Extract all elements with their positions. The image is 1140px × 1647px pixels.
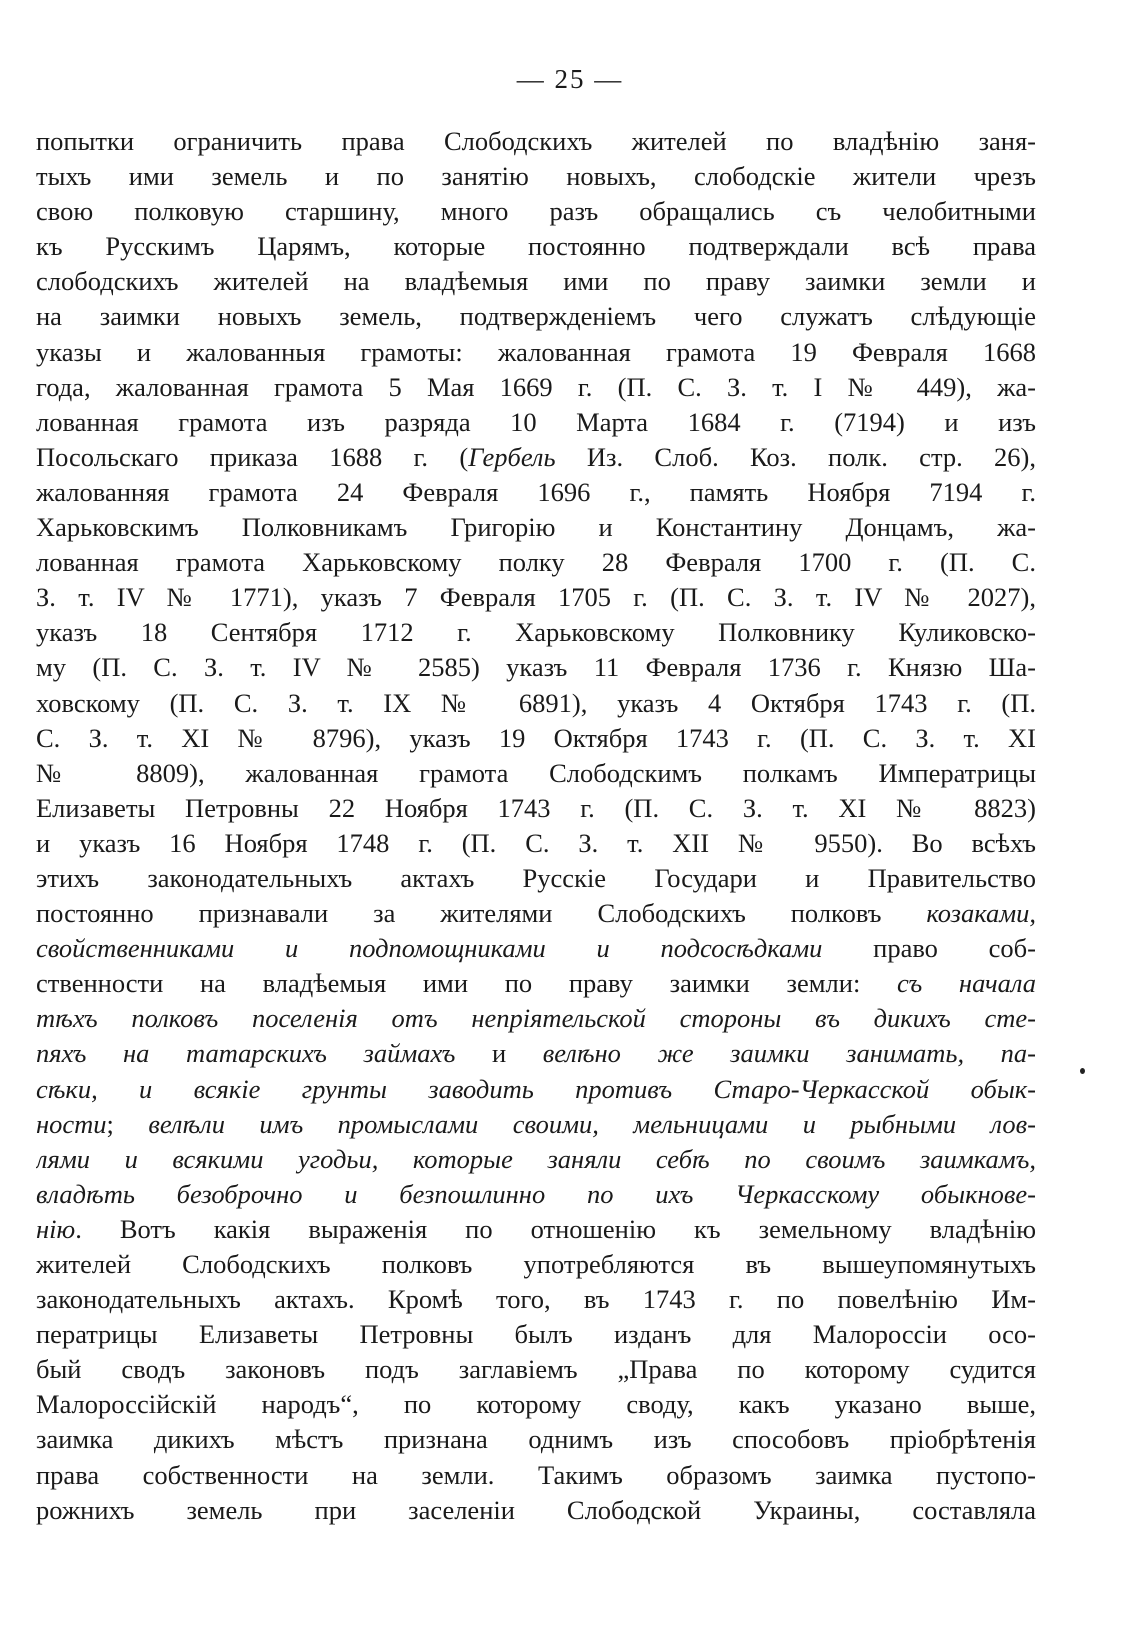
text-segment: № 8809), жалованная грамота Слободскимъ полкамъ Императрицы [36, 757, 1036, 788]
text-segment: и указъ 16 Ноября 1748 г. (П. С. З. т. XII № 9550). Во всѣхъ [36, 827, 1036, 858]
italic-text-segment: лями и всякими угодьи, которые заняли себѣ по своимъ заимкамъ, [36, 1143, 1036, 1174]
italic-text-segment: козаками, [926, 898, 1036, 929]
text-line [36, 370, 1036, 405]
text-segment: лованная грамота Харьковскому полку 28 Февраля 1700 г. (П. С. [36, 547, 1036, 578]
text-segment: законодательныхъ актахъ. Кромѣ того, въ 1743 г. по повелѣнію Им- [36, 1284, 1036, 1315]
text-line [36, 1212, 1036, 1247]
text-line [36, 756, 1036, 791]
text-line [36, 1493, 1036, 1528]
italic-text-segment: пяхъ на татарскихъ займахъ [36, 1038, 456, 1069]
text-line [36, 510, 1036, 545]
italic-text-segment: сѣки, и всякіе грунты заводить противъ Старо-Черкасской обык- [36, 1073, 1036, 1104]
text-segment: ховскому (П. С. З. т. IX № 6891), указъ 4 Октября 1743 г. (П. [36, 687, 1036, 718]
text-segment: Елизаветы Петровны 22 Ноября 1743 г. (П. С. З. т. XI № 8823) [36, 792, 1036, 823]
text-line [36, 615, 1036, 650]
text-segment: жалованняя грамота 24 Февраля 1696 г., память Ноября 7194 г. [36, 476, 1036, 507]
text-segment: му (П. С. З. т. IV № 2585) указъ 11 Февраля 1736 г. Князю Ша- [36, 652, 1036, 683]
text-line [36, 721, 1036, 756]
text-segment: и [455, 1038, 543, 1069]
text-line [36, 1352, 1036, 1387]
text-line [36, 1036, 1036, 1071]
italic-text-segment: тѣхъ полковъ поселенія отъ непріятельской стороны въ дикихъ сте- [36, 1003, 1036, 1034]
text-line [36, 1142, 1036, 1177]
text-line [36, 335, 1036, 370]
text-segment: ; [106, 1108, 149, 1139]
text-line [36, 1001, 1036, 1036]
text-segment: года, жалованная грамота 5 Мая 1669 г. (П. С. З. т. I № 449), жа- [36, 371, 1036, 402]
italic-text-segment: съ начала [897, 968, 1036, 999]
text-line [36, 475, 1036, 510]
text-segment: Из. Слоб. Коз. полк. стр. 26), [555, 441, 1036, 472]
text-segment: рожнихъ земель при заселеніи Слободской Украины, составляла [36, 1494, 1036, 1525]
text-line [36, 1422, 1036, 1457]
text-line [36, 440, 1036, 475]
text-line [36, 650, 1036, 685]
text-line [36, 1247, 1036, 1282]
text-line [36, 1072, 1036, 1107]
text-segment: бый сводъ законовъ подъ заглавіемъ „Права по которому судится [36, 1354, 1036, 1385]
scan-speck [1080, 1068, 1085, 1074]
text-line [36, 580, 1036, 615]
text-segment: Посольскаго приказа 1688 г. ( [36, 441, 469, 472]
text-line [36, 791, 1036, 826]
body-text [36, 124, 1036, 1528]
text-segment: постоянно признавали за жителями Слободскихъ полковъ [36, 898, 927, 929]
text-segment: лованная грамота изъ разряда 10 Марта 1684 г. (7194) и изъ [36, 406, 1036, 437]
text-segment: . Вотъ какія выраженія по отношенію къ земельному владѣнію [75, 1213, 1036, 1244]
text-line [36, 1177, 1036, 1212]
text-line [36, 405, 1036, 440]
text-segment: заимка дикихъ мѣстъ признана однимъ изъ способовъ пріобрѣтенія [36, 1424, 1036, 1455]
text-segment: свою полковую старшину, много разъ обращались съ челобитными [36, 196, 1036, 227]
text-segment: этихъ законодательныхъ актахъ Русскіе Государи и Правительство [36, 862, 1036, 893]
text-line [36, 896, 1036, 931]
italic-text-segment: свойственниками и подпомощниками и подсосѣдками [36, 933, 823, 964]
italic-text-segment: Гербель [468, 441, 556, 472]
italic-text-segment: нію [36, 1213, 76, 1244]
italic-text-segment: владѣть безоброчно и безпошлинно по ихъ Черкасскому обыкнове- [36, 1178, 1036, 1209]
text-segment: ственности на владѣемыя ими по праву заимки земли: [36, 968, 898, 999]
text-segment: слободскихъ жителей на владѣемыя ими по праву заимки земли и [36, 266, 1036, 297]
text-line [36, 931, 1036, 966]
text-line [36, 159, 1036, 194]
text-line [36, 194, 1036, 229]
text-line [36, 826, 1036, 861]
text-segment: Харьковскимъ Полковникамъ Григорію и Константину Донцамъ, жа- [36, 512, 1036, 543]
italic-text-segment: велѣли имъ промыслами своими, мельницами и рыбными лов- [148, 1108, 1036, 1139]
text-line [36, 1317, 1036, 1352]
text-line [36, 1387, 1036, 1422]
text-segment: право соб- [822, 933, 1036, 964]
page-number: — 25 — [516, 64, 624, 94]
text-segment: С. З. т. XI № 8796), указъ 19 Октября 1743 г. (П. С. З. т. XI [36, 722, 1036, 753]
text-line [36, 299, 1036, 334]
text-line [36, 966, 1036, 1001]
text-segment: попытки ограничить права Слободскихъ жителей по владѣнію заня- [36, 126, 1036, 156]
text-segment: къ Русскимъ Царямъ, которые постоянно подтверждали всѣ права [36, 231, 1036, 262]
text-line [36, 1458, 1036, 1493]
text-line [36, 124, 1036, 159]
text-segment: З. т. IV № 1771), указъ 7 Февраля 1705 г. (П. С. З. т. IV № 2027), [36, 582, 1036, 613]
text-line [36, 1107, 1036, 1142]
text-segment: ператрицы Елизаветы Петровны былъ изданъ для Малороссіи осо- [36, 1319, 1036, 1350]
text-line [36, 1282, 1036, 1317]
italic-text-segment: ности [36, 1108, 107, 1139]
italic-text-segment: велѣно же заимки занимать, па- [542, 1038, 1036, 1069]
text-segment: на заимки новыхъ земель, подтвержденіемъ чего служатъ слѣдующіе [36, 301, 1036, 332]
text-segment: права собственности на земли. Такимъ образомъ заимка пустопо- [36, 1459, 1036, 1490]
text-segment: жителей Слободскихъ полковъ употребляются въ вышеупомянутыхъ [36, 1249, 1036, 1279]
text-line [36, 861, 1036, 896]
text-line [36, 545, 1036, 580]
text-line [36, 264, 1036, 299]
text-segment: Малороссійскій народъ“, по которому своду, какъ указано выше, [36, 1389, 1036, 1420]
text-segment: указы и жалованныя грамоты: жалованная грамота 19 Февраля 1668 [36, 336, 1036, 367]
text-line [36, 229, 1036, 264]
text-line [36, 686, 1036, 721]
text-segment: указъ 18 Сентября 1712 г. Харьковскому Полковнику Куликовско- [36, 617, 1036, 648]
text-segment: тыхъ ими земель и по занятію новыхъ, слободскіе жители чрезъ [36, 161, 1036, 192]
